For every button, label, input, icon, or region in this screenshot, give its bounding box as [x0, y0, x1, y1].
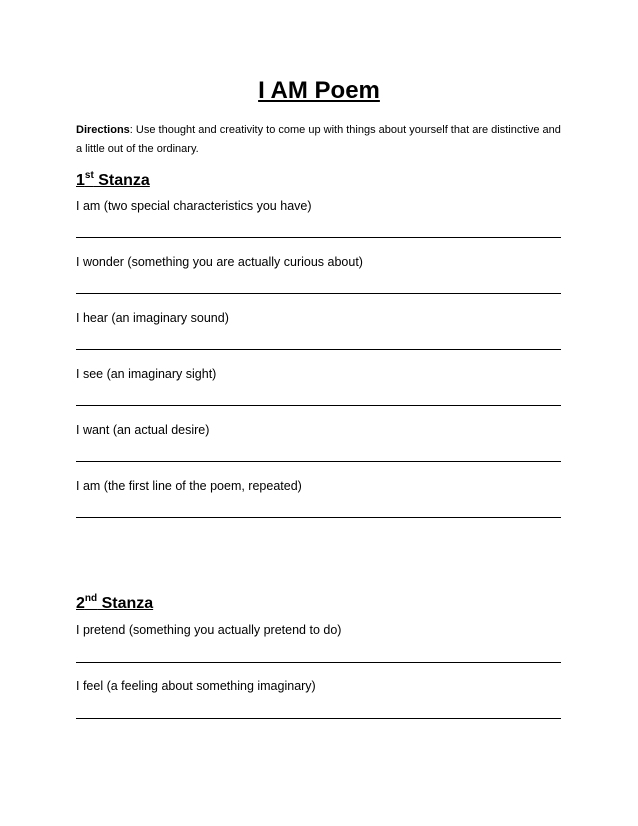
stanza-1-answer-line-4[interactable]	[76, 405, 561, 406]
stanza-2-word: Stanza	[97, 595, 154, 612]
stanza-1-number: 1	[76, 172, 85, 189]
stanza-1-answer-line-2[interactable]	[76, 293, 561, 294]
stanza-2-answer-line-2[interactable]	[76, 718, 561, 719]
stanza-2-ordinal-suffix: nd	[84, 593, 98, 604]
stanza-1-answer-line-6[interactable]	[76, 517, 561, 518]
stanza-2-heading	[76, 589, 153, 614]
directions-label: Directions	[76, 124, 130, 136]
page-title: I AM Poem	[258, 77, 380, 104]
stanza-1-word: Stanza	[93, 172, 150, 189]
stanza-2-prompt-1: I pretend (something you actually pretend to do)	[76, 623, 342, 637]
stanza-1-prompt-1: I am (two special characteristics you have)	[76, 199, 312, 213]
directions-paragraph	[76, 121, 566, 159]
stanza-1-prompt-3: I hear (an imaginary sound)	[76, 311, 229, 325]
stanza-2-number: 2	[76, 595, 85, 612]
stanza-1-answer-line-5[interactable]	[76, 461, 561, 462]
stanza-1-prompt-2: I wonder (something you are actually curious about)	[76, 255, 363, 269]
stanza-1-prompt-5: I want (an actual desire)	[76, 423, 210, 437]
stanza-1-answer-line-3[interactable]	[76, 349, 561, 350]
stanza-1-prompt-4: I see (an imaginary sight)	[76, 367, 217, 381]
stanza-1-answer-line-1[interactable]	[76, 237, 561, 238]
stanza-2-answer-line-1[interactable]	[76, 662, 561, 663]
stanza-1-prompt-6: I am (the first line of the poem, repeated)	[76, 479, 302, 493]
directions-text: : Use thought and creativity to come up with things about yourself that are distinctive and a little out of the ordinary.	[76, 124, 561, 155]
stanza-1-heading	[76, 166, 150, 191]
stanza-2-prompt-2: I feel (a feeling about something imaginary)	[76, 679, 316, 693]
stanza-1-ordinal-suffix: st	[84, 170, 94, 181]
